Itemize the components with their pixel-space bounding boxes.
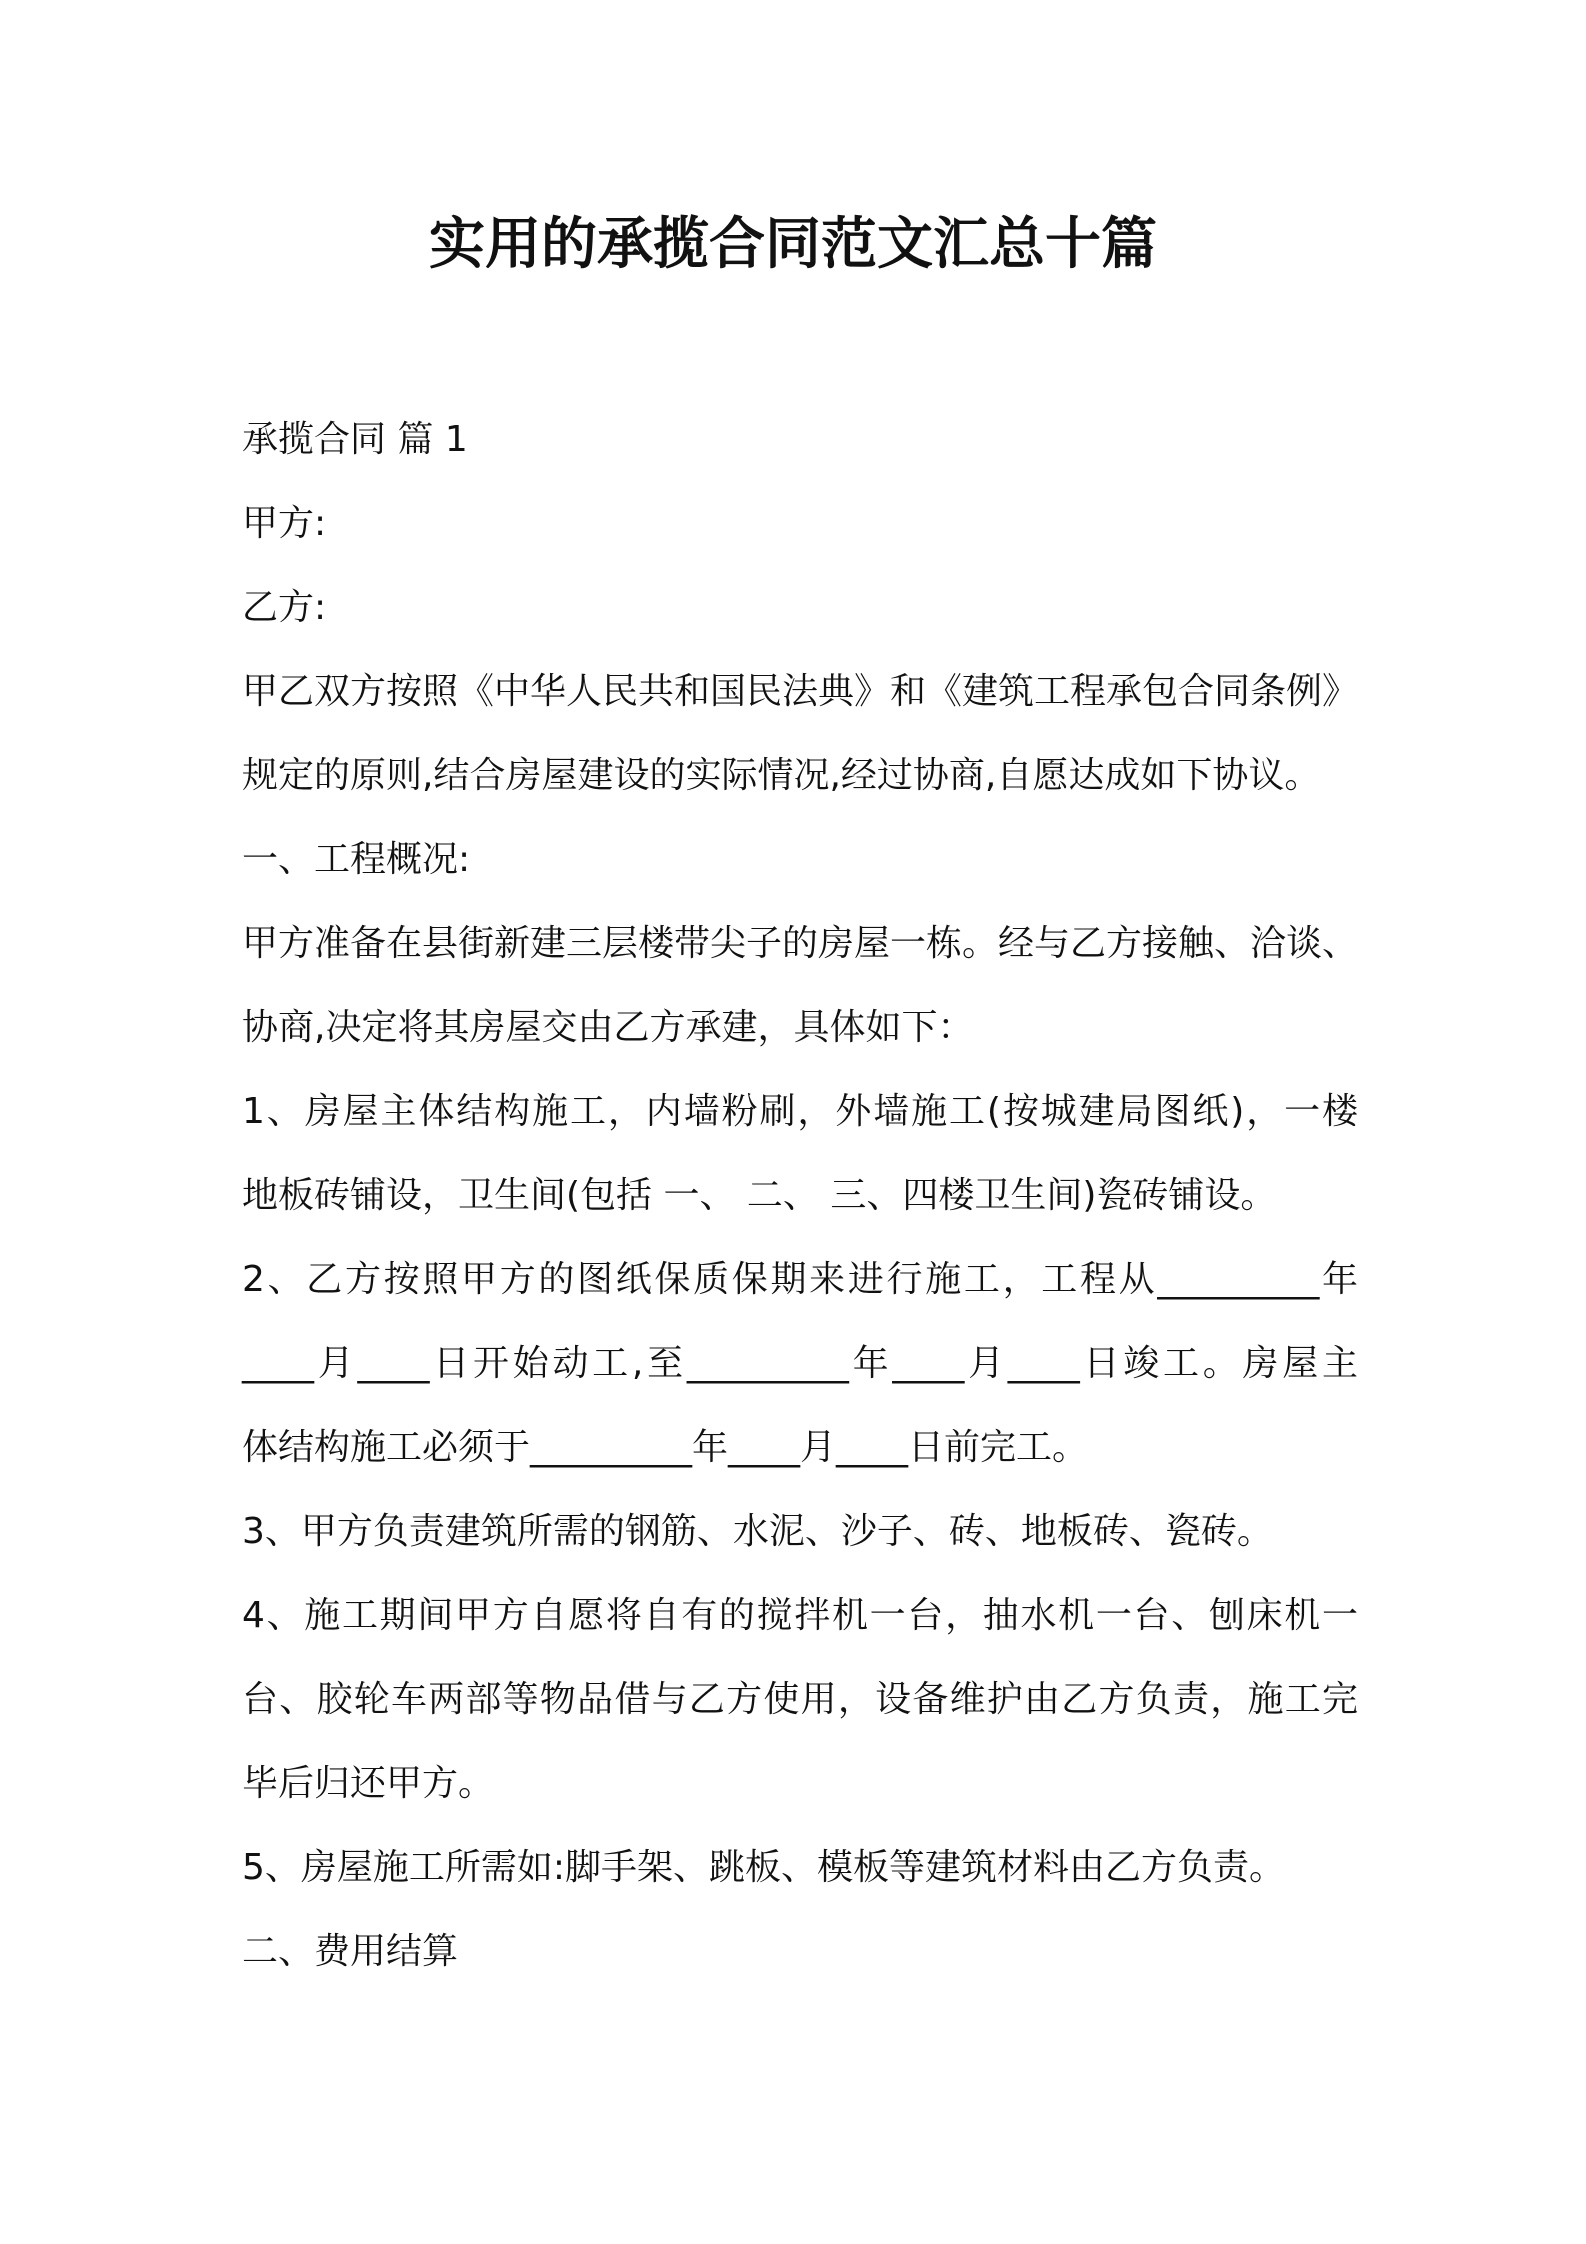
party-a-label: 甲方: [242,503,327,544]
party-b-label: 乙方: [242,587,327,628]
text-line: 2、乙方按照甲方的图纸保质保期来进行施工，工程从_________年 [242,1259,1358,1300]
text-line: 3、甲方负责建筑所需的钢筋、水泥、沙子、砖、地板砖、瓷砖。 [242,1511,1273,1552]
text-line: 体结构施工必须于_________年____月____日前完工。 [242,1427,1089,1468]
document-body [242,398,1358,1994]
text-line: 甲乙双方按照《中华人民共和国民法典》和《建筑工程承包合同条例》 [242,671,1359,712]
text-line: 台、胶轮车两部等物品借与乙方使用，设备维护由乙方负责，施工完 [242,1679,1358,1720]
text-line: 规定的原则,结合房屋建设的实际情况,经过协商,自愿达成如下协议。 [242,755,1321,796]
text-line: 协商,决定将其房屋交由乙方承建，具体如下： [242,1007,974,1048]
text-line: 1、房屋主体结构施工，内墙粉刷，外墙施工(按城建局图纸)，一楼 [242,1091,1358,1132]
text-line: 毕后归还甲方。 [242,1763,495,1804]
text-line: 4、施工期间甲方自愿将自有的搅拌机一台，抽水机一台、刨床机一 [242,1595,1358,1636]
section-heading: 承揽合同 篇 1 [242,419,468,460]
text-line: 5、房屋施工所需如:脚手架、跳板、模板等建筑材料由乙方负责。 [242,1847,1286,1888]
clause-heading: 一、工程概况: [242,839,471,880]
text-line: 甲方准备在县街新建三层楼带尖子的房屋一栋。经与乙方接触、洽谈、 [242,923,1359,964]
text-line: 地板砖铺设，卫生间(包括 一、 二、 三、四楼卫生间)瓷砖铺设。 [242,1175,1277,1216]
document-title: 实用的承揽合同范文汇总十篇 [429,212,1157,277]
clause-heading: 二、费用结算 [242,1931,459,1972]
text-line: ____月____日开始动工,至_________年____月____日竣工。房屋主 [242,1343,1358,1384]
